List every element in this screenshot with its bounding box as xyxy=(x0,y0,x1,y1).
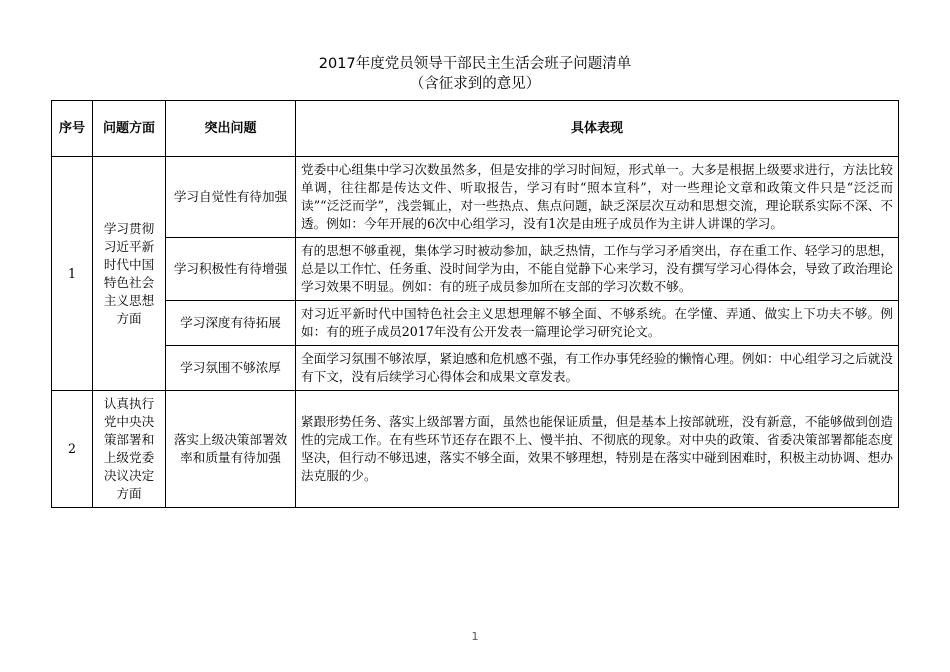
table-row xyxy=(52,346,899,391)
title-line-1: 2017年度党员领导干部民主生活会班子问题清单 xyxy=(318,56,632,72)
row-detail: 有的思想不够重视，集体学习时被动参加，缺乏热情，工作与学习矛盾突出，存在重工作、轻学习的思想，总是以工作忙、任务重、没时间学为由，不能自觉静下心来学习，没有撰写学习心得体会，导致了政治理论学习效果不明显。例如：有的班子成员参加所在支部的学习次数不够。 xyxy=(296,238,899,301)
row-detail: 对习近平新时代中国特色社会主义思想理解不够全面、不够系统。在学懂、弄通、做实上下功夫不够。例如：有的班子成员2017年没有公开发表一篇理论学习研究论文。 xyxy=(296,301,899,346)
table-row xyxy=(52,301,899,346)
header-cell-detail: 具体表现 xyxy=(296,101,899,157)
table-row xyxy=(52,391,899,508)
page-title xyxy=(0,54,950,94)
row-issue: 落实上级决策部署效率和质量有待加强 xyxy=(166,391,296,508)
row-number: 1 xyxy=(52,157,93,391)
page-number: 1 xyxy=(471,630,479,643)
row-issue: 学习积极性有待增强 xyxy=(166,238,296,301)
row-number: 2 xyxy=(52,391,93,508)
row-issue: 学习深度有待拓展 xyxy=(166,301,296,346)
issue-list-table xyxy=(51,100,899,508)
row-detail: 全面学习氛围不够浓厚，紧迫感和危机感不强，有工作办事凭经验的懒惰心理。例如：中心组学习之后就没有下文，没有后续学习心得体会和成果文章发表。 xyxy=(296,346,899,391)
header-cell-no: 序号 xyxy=(52,101,93,157)
header-cell-issue: 突出问题 xyxy=(166,101,296,157)
header-cell-aspect: 问题方面 xyxy=(93,101,166,157)
table-header-row xyxy=(52,101,899,157)
table-row xyxy=(52,238,899,301)
row-detail: 党委中心组集中学习次数虽然多，但是安排的学习时间短，形式单一。大多是根据上级要求进行，方法比较单调，往往都是传达文件、听取报告，学习有时“照本宣科”，对一些理论文章和政策文件只是“泛泛而读”“泛泛而学”，浅尝辄止，对一些热点、焦点问题，缺乏深层次互动和思想交流，理论联系实际不深、不透。例如：今年开展的6次中心组学习，没有1次是由班子成员作为主讲人讲课的学习。 xyxy=(296,157,899,238)
row-issue: 学习氛围不够浓厚 xyxy=(166,346,296,391)
table-row xyxy=(52,157,899,238)
title-line-2: （含征求到的意见） xyxy=(409,76,541,92)
row-issue: 学习自觉性有待加强 xyxy=(166,157,296,238)
row-aspect: 认真执行党中央决策部署和上级党委决议决定方面 xyxy=(93,391,166,508)
row-aspect: 学习贯彻习近平新时代中国特色社会主义思想方面 xyxy=(93,157,166,391)
row-detail: 紧跟形势任务、落实上级部署方面，虽然也能保证质量，但是基本上按部就班，没有新意，不能够做到创造性的完成工作。在有些环节还存在跟不上、慢半拍、不彻底的现象。对中央的政策、省委决策部署都能态度坚决，但行动不够迅速，落实不够全面，效果不够理想，特别是在落实中碰到困难时，积极主动协调、想办法克服的少。 xyxy=(296,391,899,508)
